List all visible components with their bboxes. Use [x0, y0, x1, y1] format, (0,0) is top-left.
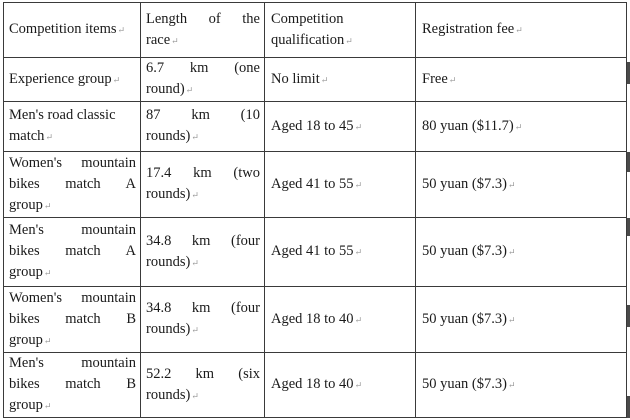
cell-fee: 80 yuan ($11.7)↵	[416, 102, 627, 152]
registration-fee-table	[3, 2, 627, 418]
table-row	[4, 58, 627, 102]
header-qualification: Competition qualification↵	[265, 3, 416, 58]
cell-length: 17.4 km (two rounds)↵	[141, 152, 265, 218]
table-row	[4, 287, 627, 353]
cell-qualification: Aged 18 to 40↵	[265, 353, 416, 418]
cell-length: 34.8 km (four rounds)↵	[141, 218, 265, 287]
table-row	[4, 353, 627, 418]
cell-fee: Free↵	[416, 58, 627, 102]
cell-item: Women's mountain bikes match A group↵	[4, 152, 141, 218]
cell-qualification: No limit↵	[265, 58, 416, 102]
cell-length: 87 km (10 rounds)↵	[141, 102, 265, 152]
cell-item: Experience group↵	[4, 58, 141, 102]
cell-item: Men's mountain bikes match B group↵	[4, 353, 141, 418]
table-row	[4, 218, 627, 287]
table-header-row	[4, 3, 627, 58]
cell-length: 6.7 km (one round)↵	[141, 58, 265, 102]
cell-qualification: Aged 41 to 55↵	[265, 218, 416, 287]
table-row	[4, 102, 627, 152]
cell-length: 52.2 km (six rounds)↵	[141, 353, 265, 418]
header-registration-fee: Registration fee↵	[416, 3, 627, 58]
cell-item: Men's road classic match↵	[4, 102, 141, 152]
cell-fee: 50 yuan ($7.3)↵	[416, 218, 627, 287]
cell-qualification: Aged 41 to 55↵	[265, 152, 416, 218]
cell-fee: 50 yuan ($7.3)↵	[416, 287, 627, 353]
cell-length: 34.8 km (four rounds)↵	[141, 287, 265, 353]
table-row	[4, 152, 627, 218]
cell-item: Men's mountain bikes match A group↵	[4, 218, 141, 287]
cell-fee: 50 yuan ($7.3)↵	[416, 353, 627, 418]
header-race-length: Length of the race↵	[141, 3, 265, 58]
cell-qualification: Aged 18 to 45↵	[265, 102, 416, 152]
cell-fee: 50 yuan ($7.3)↵	[416, 152, 627, 218]
header-competition-items: Competition items↵	[4, 3, 141, 58]
cell-item: Women's mountain bikes match B group↵	[4, 287, 141, 353]
cell-qualification: Aged 18 to 40↵	[265, 287, 416, 353]
